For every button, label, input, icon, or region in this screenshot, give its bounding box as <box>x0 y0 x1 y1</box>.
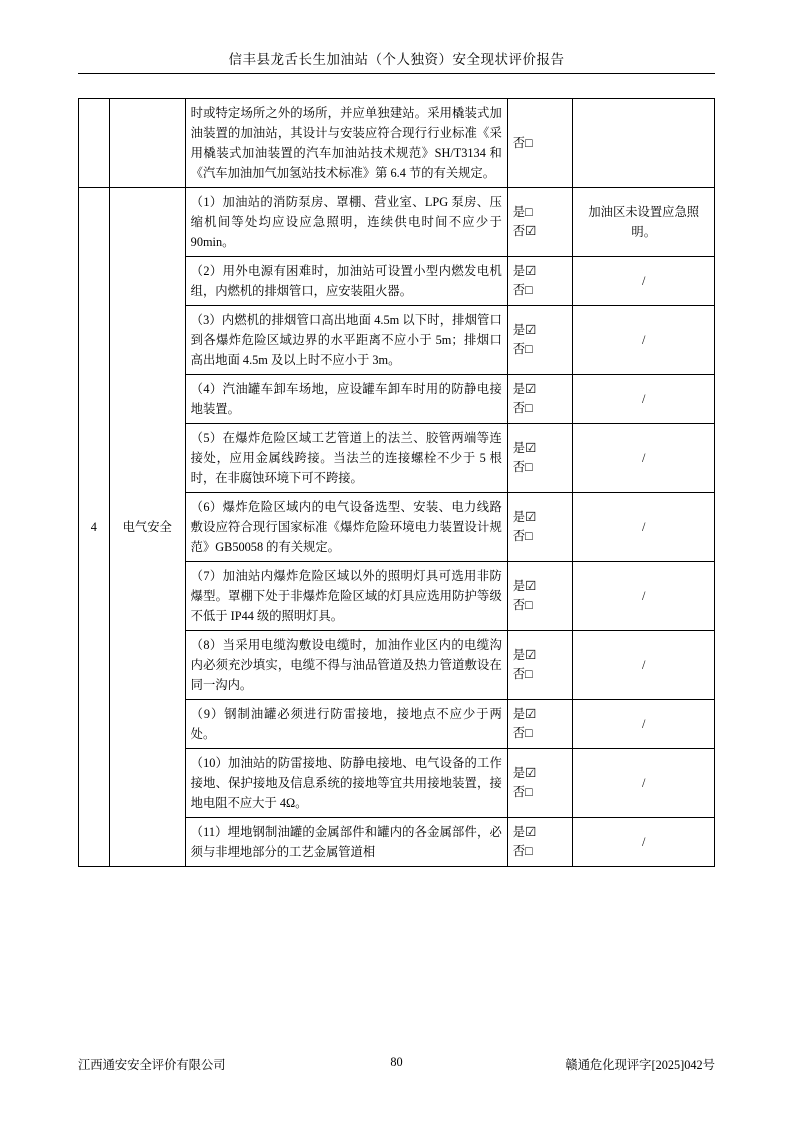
check-yes[interactable]: 是☑ <box>512 825 537 839</box>
document-title: 信丰县龙舌长生加油站（个人独资）安全现状评价报告 <box>228 52 565 67</box>
check-yes[interactable]: 是☑ <box>512 323 537 337</box>
row-check <box>507 188 573 257</box>
check-no[interactable]: 否□ <box>512 460 533 474</box>
row-result: / <box>573 493 715 562</box>
check-yes[interactable]: 是☑ <box>512 264 537 278</box>
row-result <box>573 99 715 188</box>
row-result: / <box>573 306 715 375</box>
row-result: 加油区未设置应急照明。 <box>573 188 715 257</box>
row-item-text: （3）内燃机的排烟管口高出地面 4.5m 以下时，排烟管口到各爆炸危险区域边界的水平距离不应小于 5m；排烟口高出地面 4.5m 及以上时不应小于 3m。 <box>190 313 502 367</box>
row-item-text: 时或特定场所之外的场所，并应单独建站。采用橇装式加油装置的加油站，其设计与安装应符合现行行业标准《采用橇装式加油装置的汽车加油站技术规范》SH/T3134 和《汽车加油加气加氢站技术标准》第 6.4 节的有关规定。 <box>190 106 502 180</box>
row-result: / <box>573 700 715 749</box>
row-item <box>185 818 507 867</box>
row-check <box>507 375 573 424</box>
table-row <box>79 188 715 257</box>
check-yes[interactable]: 是☑ <box>512 382 537 396</box>
row-number <box>79 99 110 188</box>
check-no[interactable]: 否□ <box>512 135 533 150</box>
check-no[interactable]: 否□ <box>512 283 533 297</box>
row-item <box>185 99 507 188</box>
row-item <box>185 749 507 818</box>
page-number: 80 <box>390 1055 403 1069</box>
check-yes[interactable]: 是☑ <box>512 579 537 593</box>
row-item <box>185 257 507 306</box>
table-row <box>79 99 715 188</box>
row-item-text: （2）用外电源有困难时，加油站可设置小型内燃发电机组，内燃机的排烟管口，应安装阻火器。 <box>190 264 502 298</box>
check-no[interactable]: 否□ <box>512 667 533 681</box>
page-header <box>78 50 715 74</box>
row-item-text: （11）埋地钢制油罐的金属部件和罐内的各金属部件，必须与非埋地部分的工艺金属管道相 <box>190 825 502 859</box>
row-check <box>507 493 573 562</box>
check-no[interactable]: 否□ <box>512 844 533 858</box>
check-no[interactable]: 否□ <box>512 529 533 543</box>
row-check <box>507 306 573 375</box>
row-result: / <box>573 375 715 424</box>
row-check <box>507 749 573 818</box>
row-result: / <box>573 749 715 818</box>
check-yes[interactable]: 是□ <box>512 205 533 219</box>
row-item-text: （8）当采用电缆沟敷设电缆时，加油作业区内的电缆沟内必须充沙填实，电缆不得与油品管道及热力管道敷设在同一沟内。 <box>190 638 502 692</box>
row-result: / <box>573 257 715 306</box>
row-item-text: （10）加油站的防雷接地、防静电接地、电气设备的工作接地、保护接地及信息系统的接地等宜共用接地装置，接地电阻不应大于 4Ω。 <box>190 756 502 810</box>
checklist-table <box>78 98 715 867</box>
header-divider <box>78 73 715 74</box>
row-item <box>185 306 507 375</box>
check-yes[interactable]: 是☑ <box>512 441 537 455</box>
check-no[interactable]: 否☑ <box>512 224 537 238</box>
row-result: / <box>573 562 715 631</box>
row-item <box>185 493 507 562</box>
row-item <box>185 562 507 631</box>
row-check <box>507 700 573 749</box>
check-no[interactable]: 否□ <box>512 342 533 356</box>
row-check <box>507 562 573 631</box>
row-number: 4 <box>79 188 110 867</box>
row-category: 电气安全 <box>109 188 185 867</box>
check-yes[interactable]: 是☑ <box>512 707 537 721</box>
row-item-text: （1）加油站的消防泵房、罩棚、营业室、LPG 泵房、压缩机间等处均应设应急照明，连续供电时间不应少于 90min。 <box>190 195 502 249</box>
row-check <box>507 818 573 867</box>
check-no[interactable]: 否□ <box>512 726 533 740</box>
row-item <box>185 188 507 257</box>
row-item <box>185 424 507 493</box>
footer-company: 江西通安安全评价有限公司 <box>78 1058 226 1072</box>
check-no[interactable]: 否□ <box>512 401 533 415</box>
row-result: / <box>573 818 715 867</box>
row-check <box>507 424 573 493</box>
check-yes[interactable]: 是☑ <box>512 648 537 662</box>
row-check <box>507 257 573 306</box>
check-no[interactable]: 否□ <box>512 785 533 799</box>
check-no[interactable]: 否□ <box>512 598 533 612</box>
row-result: / <box>573 424 715 493</box>
row-item <box>185 631 507 700</box>
row-item-text: （4）汽油罐车卸车场地，应设罐车卸车时用的防静电接地装置。 <box>190 382 502 416</box>
check-yes[interactable]: 是☑ <box>512 766 537 780</box>
row-item <box>185 700 507 749</box>
row-item <box>185 375 507 424</box>
check-yes[interactable]: 是☑ <box>512 510 537 524</box>
row-item-text: （6）爆炸危险区域内的电气设备选型、安装、电力线路敷设应符合现行国家标准《爆炸危险环境电力装置设计规范》GB50058 的有关规定。 <box>190 500 502 554</box>
row-check <box>507 631 573 700</box>
row-category <box>109 99 185 188</box>
row-item-text: （5）在爆炸危险区域工艺管道上的法兰、胶管两端等连接处，应用金属线跨接。当法兰的连接螺栓不少于 5 根时，在非腐蚀环境下可不跨接。 <box>190 431 502 485</box>
row-check <box>507 99 573 188</box>
footer-reference-number: 赣通危化现评字[2025]042号 <box>565 1058 715 1072</box>
row-item-text: （9）钢制油罐必须进行防雷接地，接地点不应少于两处。 <box>190 707 502 741</box>
row-result: / <box>573 631 715 700</box>
row-item-text: （7）加油站内爆炸危险区域以外的照明灯具可选用非防爆型。罩棚下处于非爆炸危险区域的灯具应选用防护等级不低于 IP44 级的照明灯具。 <box>190 569 502 623</box>
